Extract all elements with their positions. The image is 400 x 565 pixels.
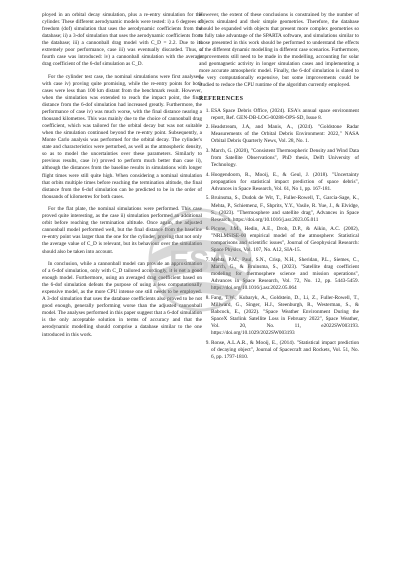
references-heading: REFERENCES <box>199 95 244 102</box>
paragraph: For the flat plate, the nominal simulations were performed. This case proved quite interesting, as the case ii) simulation performed an additional orbit before reaching the termination altitude. Once again, the adjusted cannonball model performed well, but the final distance from the baseline re-entry point was larger than the one for the cylinder, proving that not only the average value of C_D is relevant, but its behaviour over the simulation should also be taken into account. <box>42 206 202 255</box>
reference-list <box>199 108 359 361</box>
reference-item: 9. Ronse, A.L.A.R., & Mooij, E., (2014). "Statistical impact prediction of decaying object", Journal of Spacecraft and Rockets, Vol. 51, No. 6, pp. 1797-1810. <box>211 340 359 361</box>
reference-item: 8. Fang, T.W., Kubaryk, A., Goldstein, D., Li, Z., Fuller-Rowell, T., Millward, G., Singer, H.J., Steenburgh, R., Westerman, S., & Babcock, E., (2022). "Space Weather Environment During the SpaceX Starlink Satellite Loss in February 2022", Space Weather, Vol. 20, No. 11, e2022SW003193. https://doi.org/10.1029/2022SW003193 <box>211 295 359 337</box>
left-column <box>42 12 202 344</box>
reference-item: 3. March, G. (2020), "Consistent Thermospheric Density and Wind Data from Satellite Observations", PhD thesis, Delft University of Technology. <box>211 148 359 169</box>
svg-text:ESA: ESA <box>169 245 231 278</box>
paragraph: ployed in an orbital decay simulation, plus a re-entry simulation for the cylinder. These different aerodynamic models were tested: i) a 6 degrees of freedom (dof) simulation that uses the aerodynamic coefficients from the database; ii) a 3-dof simulation that uses the aerodynamic coefficients from the database; iii) a cannonball drag model with C_D = 2.2. Due to its extremely poor performance, case iii) was eventually discarded. Thus, a fourth case was introduced: iv) a cannonball simulation with the average drag coefficient of the 6-dof simulation as C_D. <box>42 12 202 68</box>
reference-item: 1. ESA Space Debris Office, (2024). ESA's annual space environment report, Ref. GEN-DB-LOG-00288-OPS-SD, Issue 8. <box>211 108 359 122</box>
paragraph: For the cylinder test case, the nominal simulations were first analysed, with case iv) proving quite promising, while the re-entry points for both cases were less than 100 km distant from the benchmark result. However, when the simulation was extended to reach the impact point, the final distance from the 6-dof simulation had increased greatly. Furthermore, the performance of case iv) was much worse, with the final distance nearing a thousand kilometres. This was mainly due to the choice of cannonball drag coefficient, which was tailored for the orbital decay but was not suitable when the simulation continued beyond the re-entry point. Subsequently, a Monte Carlo analysis was performed for the orbital decay. The cylinder's state and characteristics were perturbed, as well as the atmospheric density, so as to model the uncertainties over these parameters. Similarly to previous results, case iv) proved to perform much better than case ii), although the distances from the baseline results in simulations with longer flight times were still quite high. When considering a nominal simulation that orbits multiple times before reaching the termination altitude, the final distance from the 6-dof simulation can be predicted to be in the order of thousands of kilometres for both cases. <box>42 73 202 200</box>
reference-item: 5. Bruinsma, S., Dudok de Wit, T., Fuller-Rowell, T., Garcia-Sage, K., Mehta, P., Schiemenz, F., Shprits, Y.Y., Vasile, R. Yue, J., & Elvidge, S., (2023). "Thermosphere and satellite drag", Advances in Space Research. https://doi.org/10.1016/j.asr.2023.05.011 <box>211 195 359 223</box>
paragraph: However, the extent of these conclusions is constrained by the number of objects simulated and their simple geometries. Therefore, the database should be expanded with objects that present more complex geometries so to fully take advantage of the SPARTA software, and simulations similar to those presented in this work should be performed to understand the effects of the different dynamic modelling in different case scenarios. Furthermore, improvements still need to be made in the modelling, accounting for solar and geomagnetic activity in longer simulation cases and implementing a more accurate atmospheric model. Finally, the 6-dof simulation is slated to be very computationally expensive, but some improvements could be studied to reduce the CPU runtime of the algorithm currently employed. <box>199 12 359 89</box>
reference-item: 2. Headstream, J.A, and Manis, A., (2024). "Goldstone Radar Measurements of the Orbital Debris Environment: 2022," NASA Orbital Debris Quarterly News, Vol. 28, No. 1. <box>211 124 359 145</box>
reference-item: 4. Hoogendoorn, R., Mooij, E., & Geul, J. (2018). "Uncertainty propagation for statistical impact prediction of space debris", Advances in Space Research, Vol. 61, No 1, pp. 167-181. <box>211 172 359 193</box>
reference-item: 6. Picone, J.M., Hedin, A.E., Drob, D.P., & Aikin, A.C. (2002), "NRLMSISE-00 empirical model of the atmosphere: Statistical comparisons and scientific issues", Journal of Geophysical Research: Space Physics, Vol. 107, No. A12, SIA-15. <box>211 226 359 254</box>
paragraph: In conclusion, while a cannonball model can provide an approximation of a 6-dof simulation, only with C_D tailored accordingly, it is not a good enough model. Furthermore, using an averaged drag coefficient based on the 6-dof simulation defeats the purpose of using a less computationally expensive model, as the more CPU intense one still needs to be employed. A 3-dof simulation that uses the database coefficients also proved to be not good enough, generally performing worse than the adjusted cannonball model. The analyses performed in this paper suggest that a 6-dof simulation is the only acceptable solution in terms of accuracy and that the aerodynamic modelling should comprise a database similar to the one introduced in this work. <box>42 261 202 338</box>
right-column <box>199 12 359 363</box>
reference-item: 7. Mehta, P.M., Paul, S.N., Crisp, N.H., Sheridan, P.L., Siemes, C., March, G., & Bruinsma, S., (2023). "Satellite drag coefficient modeling for thermosphere science and mission operations", Advances in Space Research, Vol. 72, No. 12, pp. 5443-5459. https://doi.org/10.1016/j.asr.2022.05.064 <box>211 257 359 292</box>
